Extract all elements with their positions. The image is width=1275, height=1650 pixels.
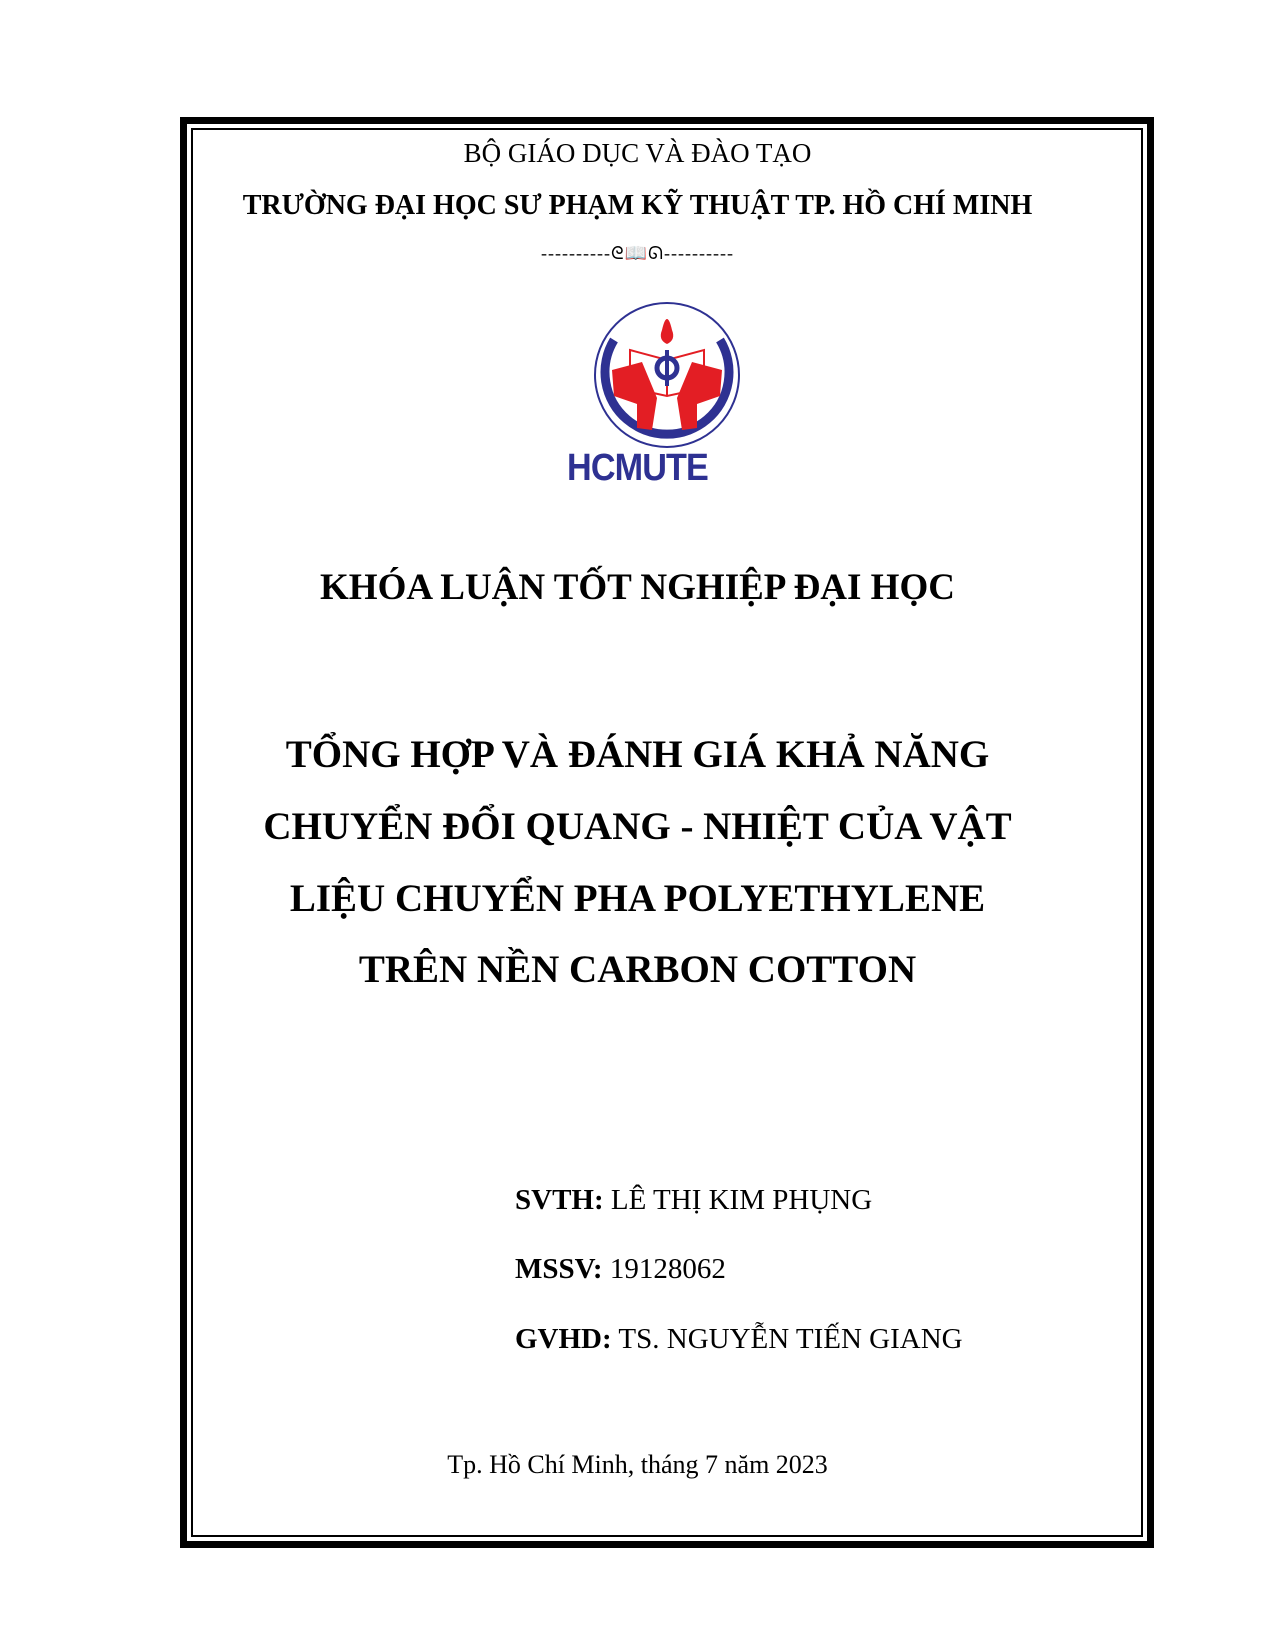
ministry-heading: BỘ GIÁO DỤC VÀ ĐÀO TẠO xyxy=(463,138,812,168)
student-name: LÊ THỊ KIM PHỤNG xyxy=(610,1184,873,1216)
student-id-label: MSSV: xyxy=(515,1253,603,1285)
student-label: SVTH: xyxy=(515,1184,604,1216)
university-logo-icon xyxy=(592,300,742,450)
logo-text: HCMUTE xyxy=(567,447,708,489)
student-row xyxy=(515,1184,872,1217)
date-location: Tp. Hồ Chí Minh, tháng 7 năm 2023 xyxy=(447,1450,828,1479)
thesis-title-line: LIỆU CHUYỂN PHA POLYETHYLENE xyxy=(289,877,986,920)
ornament-divider: ----------ᘓ📖ᘏ---------- xyxy=(541,243,734,263)
advisor-label: GVHD: xyxy=(515,1323,612,1355)
student-id: 19128062 xyxy=(609,1253,726,1285)
thesis-title-line: TỔNG HỢP VÀ ĐÁNH GIÁ KHẢ NĂNG xyxy=(285,733,990,776)
student-id-row xyxy=(515,1253,726,1286)
advisor-row xyxy=(515,1323,963,1356)
university-heading: TRƯỜNG ĐẠI HỌC SƯ PHẠM KỸ THUẬT TP. HỒ CHÍ MINH xyxy=(242,190,1033,221)
thesis-type: KHÓA LUẬN TỐT NGHIỆP ĐẠI HỌC xyxy=(320,567,955,608)
thesis-title-line: TRÊN NỀN CARBON COTTON xyxy=(358,948,917,991)
advisor-name: TS. NGUYỄN TIẾN GIANG xyxy=(618,1323,963,1355)
thesis-title-line: CHUYỂN ĐỔI QUANG - NHIỆT CỦA VẬT xyxy=(263,805,1012,848)
